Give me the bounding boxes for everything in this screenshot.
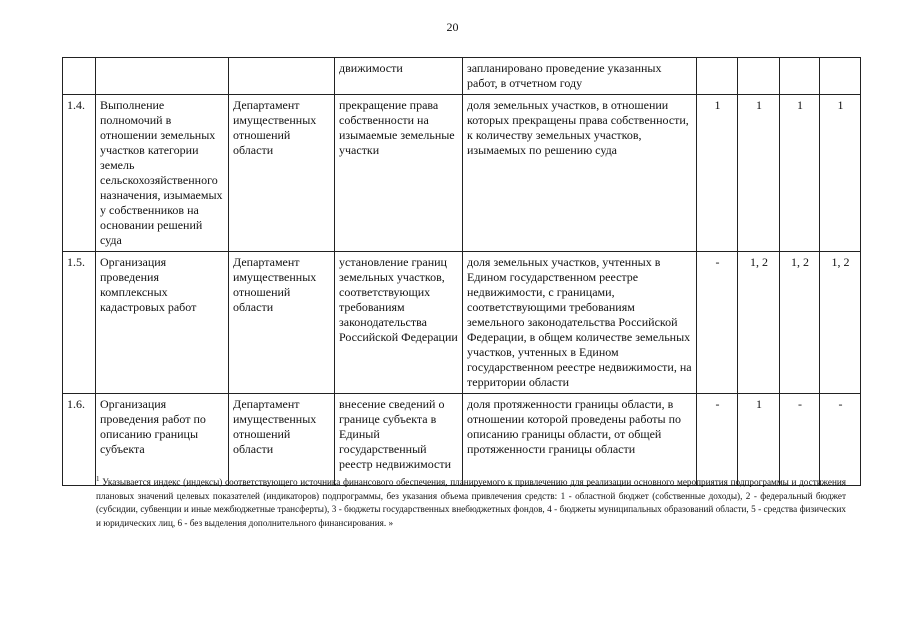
value-cell: 1	[697, 95, 738, 252]
indicator-cell: доля земельных участков, учтенных в Едином государственном реестре недвижимости, с границами, соответствующими требованиям земельного законодательства Российской Федерации, в общем количестве земельных участков, учтенных в Едином государственном реестре недвижимости, на территории области	[463, 252, 697, 394]
measure-cell: Организация проведения работ по описанию границы субъекта	[96, 394, 229, 486]
footnote-text: Указывается индекс (индексы) соответствующего источника финансового обеспечения, планируемого к привлечению для реализации основного мероприятия подпрограммы и достижения плановых значений целевых показателей (индикаторов) подпрограммы, без указания объема привлечения средств: 1 - областной бюджет (собственные доходы), 2 - федеральный бюджет (субсидии, субвенции и иные межбюджетные трансферты), 3 - бюджеты государственных внебюджетных фондов, 4 - бюджеты муниципальных образований области, 5 - средства физических и юридических лиц, 6 - без выделения дополнительного финансирования. »	[96, 477, 847, 528]
value-cell: 1	[738, 394, 780, 486]
value-cell: 1, 2	[780, 252, 820, 394]
responsible-cell	[229, 58, 335, 95]
indicator-cell: запланировано проведение указанных работ, в отчетном году	[463, 58, 697, 95]
measures-table	[62, 57, 861, 486]
row-number	[63, 58, 96, 95]
table-row	[63, 58, 861, 95]
value-cell: 1	[780, 95, 820, 252]
table-row	[63, 394, 861, 486]
value-cell	[697, 58, 738, 95]
result-cell: движимости	[335, 58, 463, 95]
value-cell: 1	[738, 95, 780, 252]
value-cell: 1	[820, 95, 861, 252]
responsible-cell: Департамент имущественных отношений области	[229, 252, 335, 394]
indicator-cell: доля протяженности границы области, в отношении которой проведены работы по описанию границы области, от общей протяженности границы области	[463, 394, 697, 486]
value-cell: -	[697, 252, 738, 394]
footnote	[96, 473, 846, 530]
measure-cell: Организация проведения комплексных кадастровых работ	[96, 252, 229, 394]
value-cell: 1, 2	[738, 252, 780, 394]
table-row	[63, 252, 861, 394]
page-number: 20	[446, 20, 459, 34]
row-number: 1.5.	[63, 252, 96, 394]
row-number: 1.6.	[63, 394, 96, 486]
indicator-cell: доля земельных участков, в отношении которых прекращены права собственности, к количеству земельных участков, изымаемых по решению суда	[463, 95, 697, 252]
value-cell	[820, 58, 861, 95]
value-cell: 1, 2	[820, 252, 861, 394]
measure-cell	[96, 58, 229, 95]
responsible-cell: Департамент имущественных отношений области	[229, 394, 335, 486]
responsible-cell: Департамент имущественных отношений области	[229, 95, 335, 252]
result-cell: установление границ земельных участков, соответствующих требованиям законодательства Российской Федерации	[335, 252, 463, 394]
result-cell: прекращение права собственности на изымаемые земельные участки	[335, 95, 463, 252]
value-cell: -	[697, 394, 738, 486]
value-cell: -	[820, 394, 861, 486]
table-row	[63, 95, 861, 252]
footnote-marker: 1	[96, 475, 100, 483]
value-cell	[738, 58, 780, 95]
result-cell: внесение сведений о границе субъекта в Единый государственный реестр недвижимости	[335, 394, 463, 486]
value-cell: -	[780, 394, 820, 486]
row-number: 1.4.	[63, 95, 96, 252]
measure-cell: Выполнение полномочий в отношении земельных участков категории земель сельскохозяйственного назначения, изымаемых у собственников на основании решений суда	[96, 95, 229, 252]
value-cell	[780, 58, 820, 95]
